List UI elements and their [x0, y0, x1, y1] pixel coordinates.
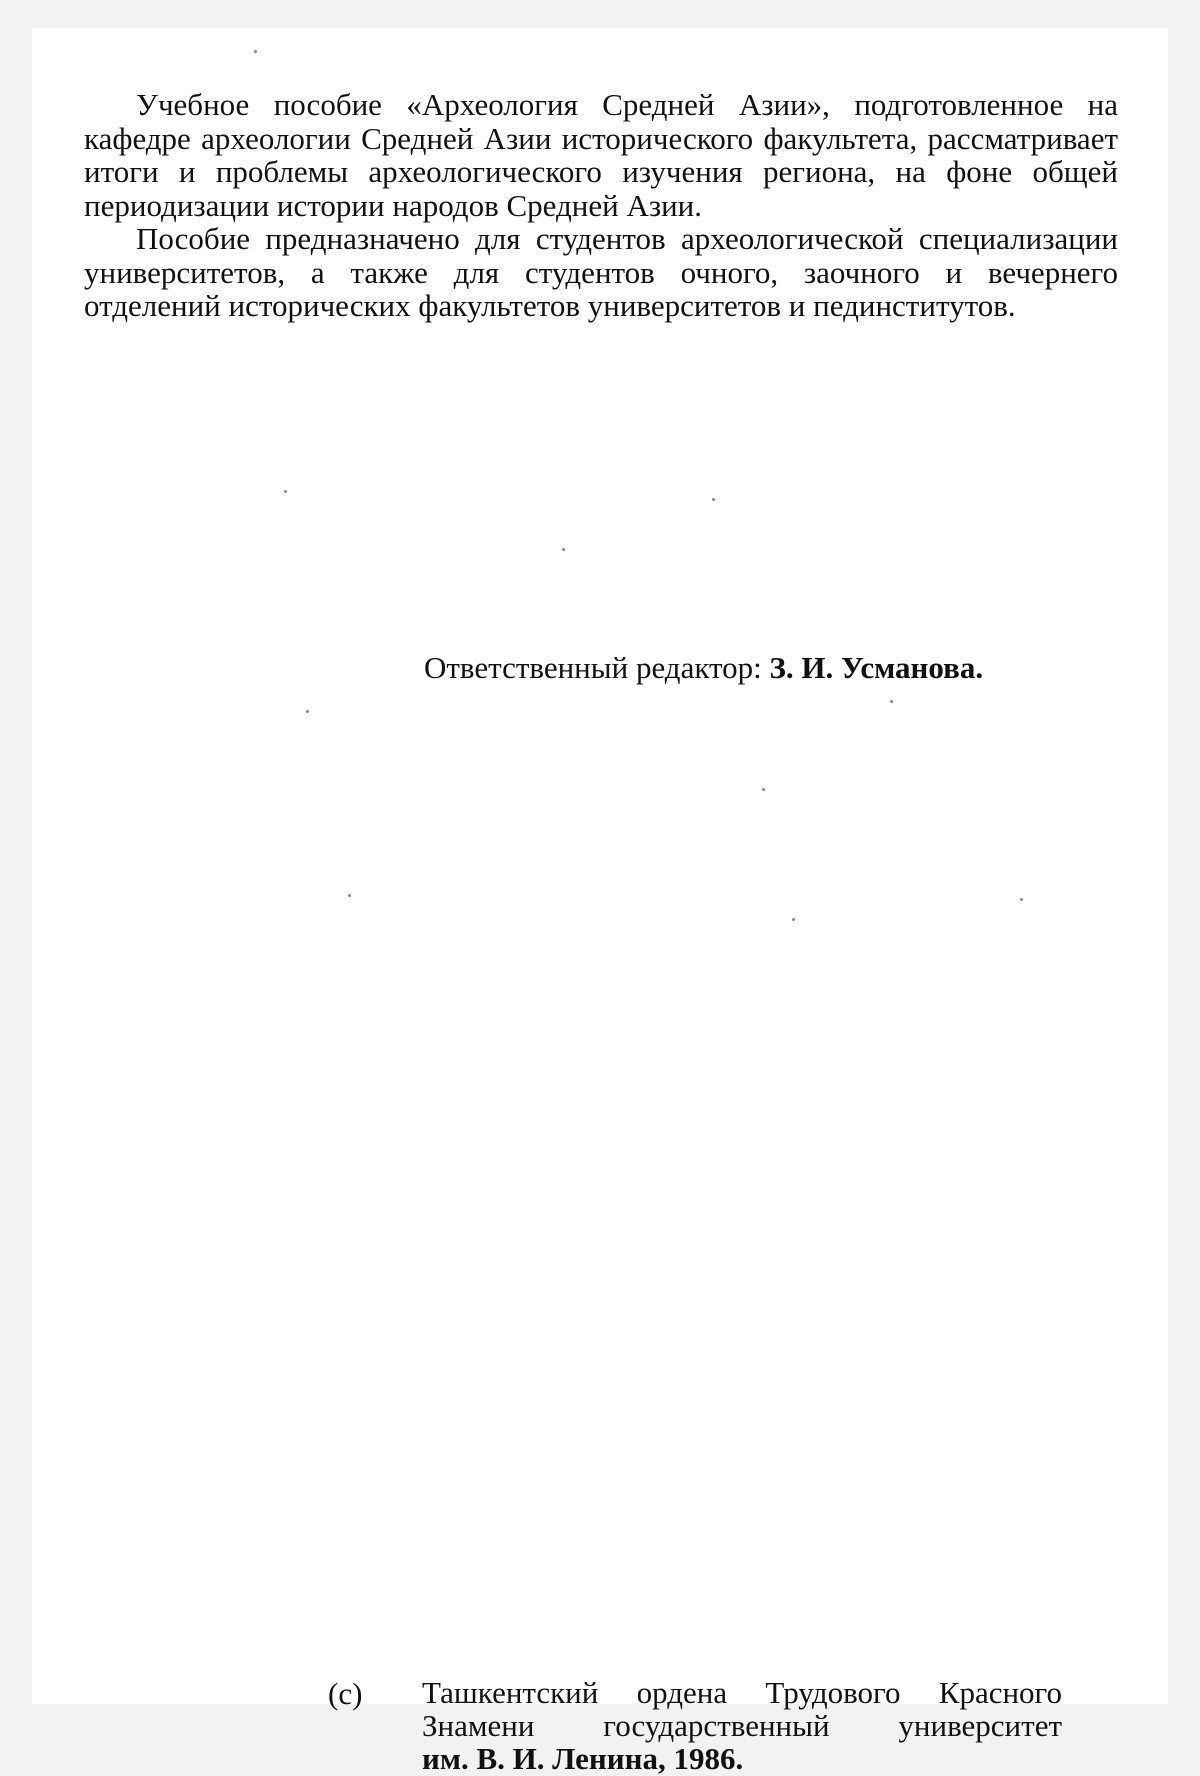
responsible-editor — [424, 650, 983, 686]
imprint-line-1: Ташкентский ордена Трудового Красного — [422, 1675, 1062, 1710]
scan-speck — [306, 710, 309, 713]
scan-speck — [284, 490, 287, 493]
imprint-line-3: им. В. И. Ленина, 1986. — [422, 1741, 744, 1776]
editor-label: Ответственный редактор: — [424, 650, 762, 685]
scan-speck — [762, 788, 765, 791]
imprint-line-2: Знамени государственный университет — [422, 1708, 1062, 1743]
scan-speck — [348, 894, 351, 897]
abstract-paragraph-1: Учебное пособие «Археология Средней Азии», подготовленное на кафедре археологии Средней Азии исторического факультета, рассматривает итоги и проблемы археологического изучения региона, на фоне общей периодизации истории народов Средней Азии. — [84, 87, 1118, 223]
scan-speck — [712, 498, 715, 501]
copyright-imprint — [422, 1676, 1062, 1775]
abstract-paragraph-2: Пособие предназначено для студентов археологической специализации университетов, а также для студентов очного, заочного и вечернего отделений исторических факультетов университетов и пединститутов. — [84, 221, 1118, 323]
abstract — [84, 88, 1118, 323]
scan-speck — [890, 700, 893, 703]
scan-speck — [792, 918, 795, 921]
document-page — [32, 28, 1168, 1776]
scan-speck — [254, 50, 257, 53]
scan-speck — [562, 548, 565, 551]
scan-speck — [1020, 898, 1023, 901]
editor-name: З. И. Усманова. — [769, 650, 984, 685]
copyright-symbol: (с) — [328, 1676, 363, 1711]
